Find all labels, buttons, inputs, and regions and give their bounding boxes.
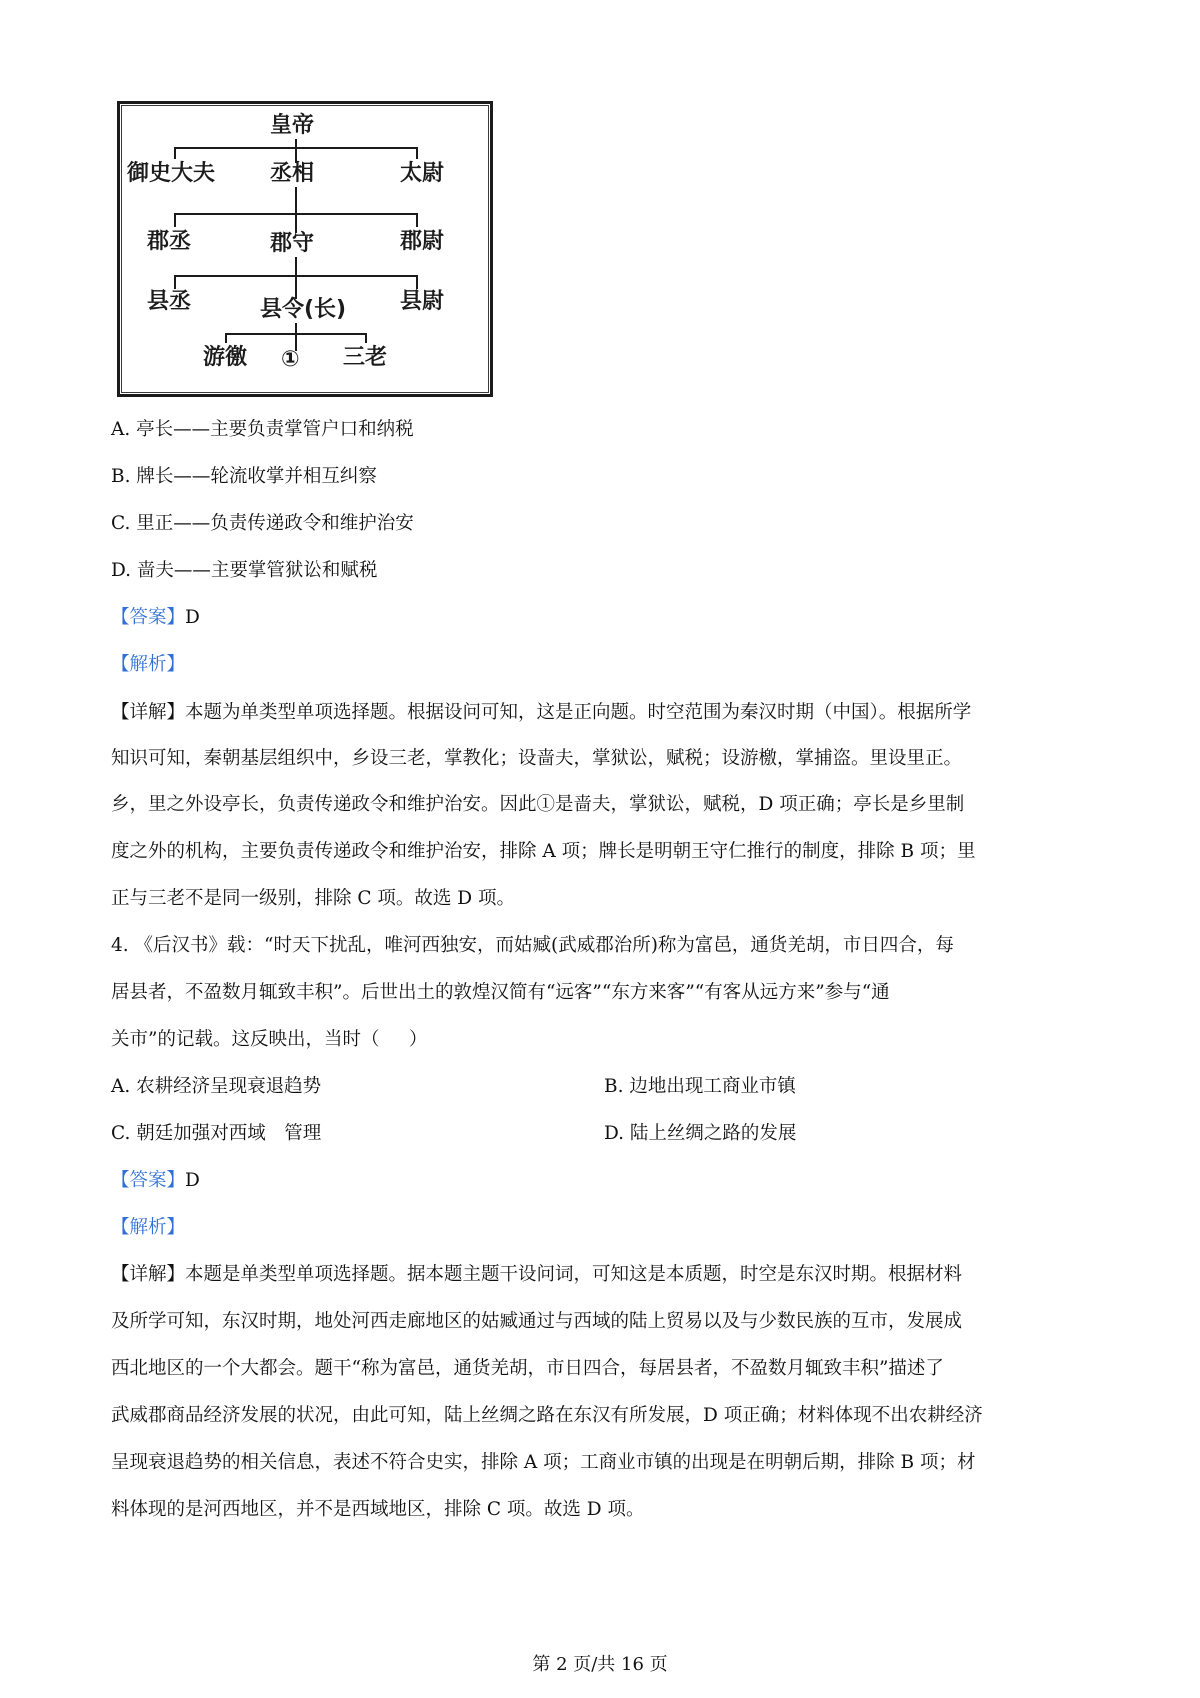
q3-analysis-label: 【解析】	[111, 654, 186, 675]
q3-detail-line: 乡，里之外设亭长，负责传递政令和维护治安。因此①是啬夫，掌狱讼，赋税，D 项正确；亭长是乡里制	[111, 794, 965, 815]
connector	[174, 147, 176, 159]
q3-option-d: D. 啬夫——主要掌管狱讼和赋税	[111, 560, 378, 581]
answer-value: D	[185, 607, 200, 628]
connector	[174, 275, 176, 289]
connector	[174, 213, 418, 215]
node-san-lao: 三老	[343, 345, 388, 370]
connector	[174, 213, 176, 227]
node-jun-wei: 郡尉	[400, 229, 445, 254]
q4-detail-line: 西北地区的一个大都会。题干“称为富邑，通货羌胡，市日四合，每居县者，不盈数月辄致丰积”描述了	[111, 1358, 944, 1379]
page-number: 第 2 页/共 16 页	[532, 1654, 668, 1675]
q3-detail-line: 【详解】本题为单类型单项选择题。根据设问可知，这是正向题。时空范围为秦汉时期（中国）。根据所学	[111, 702, 972, 723]
connector	[295, 139, 297, 163]
connector	[365, 333, 367, 343]
q4-stem-line: 关市”的记载。这反映出，当时（ ）	[111, 1029, 428, 1050]
q4-option-a: A. 农耕经济呈现衰退趋势	[111, 1076, 322, 1097]
connector	[416, 275, 418, 289]
q4-stem-line: 4. 《后汉书》载：“时天下扰乱，唯河西独安，而姑臧(武威郡治所)称为富邑，通货羌胡，市日四合，每	[111, 935, 954, 956]
q3-answer	[111, 605, 200, 631]
q4-option-c: C. 朝廷加强对西域 管理	[111, 1123, 322, 1144]
q3-detail-line: 知识可知，秦朝基层组织中，乡设三老，掌教化；设啬夫，掌狱讼，赋税；设游檄，掌捕盗。里设里正。	[111, 748, 963, 769]
q3-detail-line: 正与三老不是同一级别，排除 C 项。故选 D 项。	[111, 888, 516, 909]
q4-answer	[111, 1168, 200, 1194]
q4-detail-line: 武威郡商品经济发展的状况，由此可知，陆上丝绸之路在东汉有所发展，D 项正确；材料体现不出农耕经济	[111, 1405, 983, 1426]
connector	[174, 275, 418, 277]
q3-option-b: B. 牌长——轮流收掌并相互纠察	[111, 466, 377, 487]
node-emperor: 皇帝	[270, 113, 315, 138]
node-jun-cheng: 郡丞	[147, 229, 192, 254]
q4-detail-line: 料体现的是河西地区，并不是西域地区，排除 C 项。故选 D 项。	[111, 1499, 645, 1520]
node-xian-ling: 县令(长)	[260, 297, 347, 322]
answer-label: 【答案】	[111, 1170, 186, 1191]
node-xian-cheng: 县丞	[147, 289, 192, 314]
node-commandant: 太尉	[400, 161, 445, 186]
node-censor: 御史大夫	[127, 161, 216, 186]
q4-analysis-label: 【解析】	[111, 1217, 186, 1238]
node-xian-wei: 县尉	[400, 289, 445, 314]
connector	[174, 147, 418, 149]
node-you-jiao: 游徼	[203, 345, 248, 370]
node-chancellor: 丞相	[270, 161, 315, 186]
node-blank-1: ①	[281, 347, 300, 372]
connector	[416, 147, 418, 159]
connector	[225, 333, 227, 343]
q4-stem-line: 居县者，不盈数月辄致丰积”。后世出土的敦煌汉简有“远客”“东方来客”“有客从远方来”参与“通	[111, 982, 890, 1003]
answer-value: D	[185, 1170, 200, 1191]
answer-label: 【答案】	[111, 607, 186, 628]
q3-option-a: A. 亭长——主要负责掌管户口和纳税	[111, 419, 414, 440]
node-jun-shou: 郡守	[270, 231, 315, 256]
q4-detail-line: 呈现衰退趋势的相关信息，表述不符合史实，排除 A 项；工商业市镇的出现是在明朝后期，排除 B 项；材	[111, 1452, 976, 1473]
connector	[295, 187, 297, 233]
connector	[225, 333, 367, 335]
official-system-diagram	[117, 101, 493, 397]
q3-option-c: C. 里正——负责传递政令和维护治安	[111, 513, 414, 534]
connector	[295, 257, 297, 299]
q4-detail-line: 【详解】本题是单类型单项选择题。据本题主题干设问词，可知这是本质题，时空是东汉时期。根据材料	[111, 1264, 963, 1285]
q4-detail-line: 及所学可知，东汉时期，地处河西走廊地区的姑臧通过与西域的陆上贸易以及与少数民族的互市，发展成	[111, 1311, 963, 1332]
q4-option-b: B. 边地出现工商业市镇	[604, 1076, 796, 1097]
q3-detail-line: 度之外的机构，主要负责传递政令和维护治安，排除 A 项；牌长是明朝王守仁推行的制度，排除 B 项；里	[111, 841, 976, 862]
connector	[416, 213, 418, 227]
q4-option-d: D. 陆上丝绸之路的发展	[604, 1123, 797, 1144]
